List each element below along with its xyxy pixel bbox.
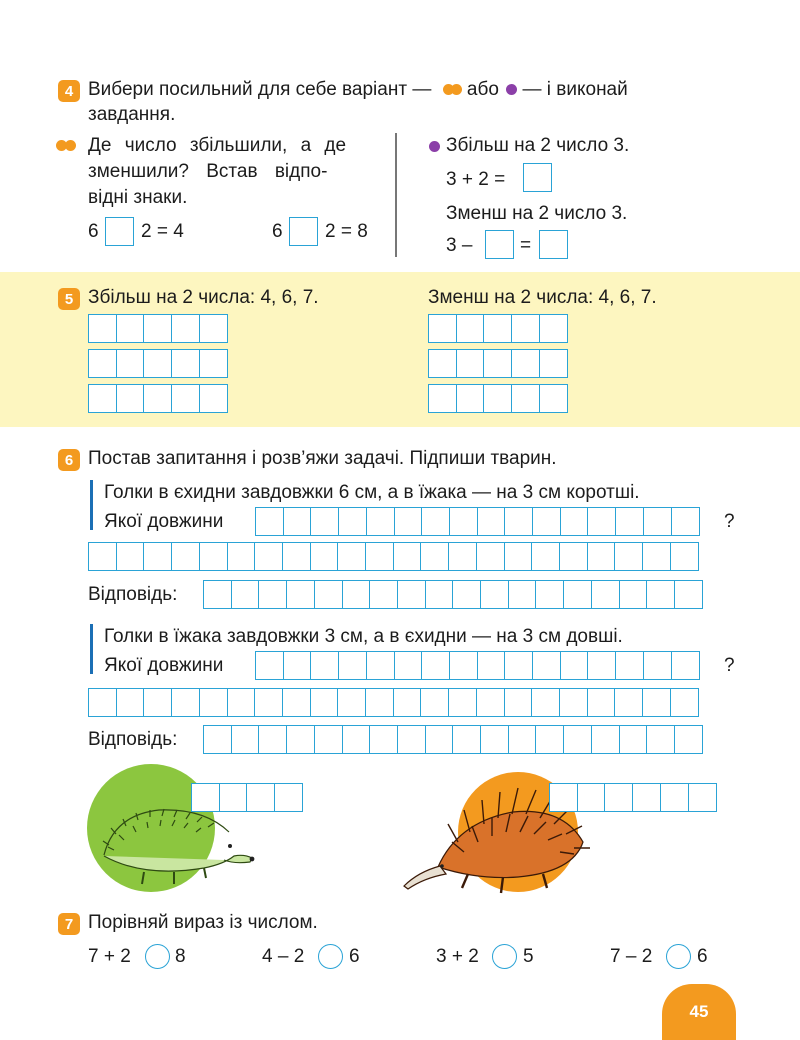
answer-cell[interactable] [231, 725, 260, 754]
answer-cell[interactable] [428, 314, 457, 343]
answer-cell[interactable] [532, 507, 561, 536]
answer-cell[interactable] [456, 384, 485, 413]
answer-cell[interactable] [646, 580, 675, 609]
answer-cell[interactable] [143, 349, 172, 378]
question-mark: ? [724, 511, 735, 532]
answer-cell[interactable] [116, 542, 145, 571]
answer-cell[interactable] [394, 651, 423, 680]
task5-decrease-answer-row[interactable] [428, 314, 568, 343]
equation-text: 3 – [446, 235, 473, 256]
answer-cell[interactable] [539, 349, 568, 378]
answer-cell[interactable] [428, 384, 457, 413]
problem1-text: Голки в єхидни завдовжки 6 см, а в їжака — на 3 см коротші. [104, 482, 640, 503]
answer-cell[interactable] [504, 542, 533, 571]
problem-marker-bar [90, 480, 93, 530]
answer-cell[interactable] [674, 580, 703, 609]
answer-cell[interactable] [246, 783, 275, 812]
column-divider [395, 133, 397, 257]
problem-marker-bar [90, 624, 93, 674]
answer-cell[interactable] [448, 542, 477, 571]
answer-cell[interactable] [560, 507, 589, 536]
answer-cell[interactable] [338, 651, 367, 680]
solution-input-row[interactable] [88, 542, 699, 571]
task5-decrease-answer-row[interactable] [428, 349, 568, 378]
compare-number: 6 [349, 946, 360, 967]
answer-cell[interactable] [365, 542, 394, 571]
answer-cell[interactable] [587, 688, 616, 717]
answer-cell[interactable] [143, 314, 172, 343]
answer-cell[interactable] [199, 349, 228, 378]
task5-increase-answer-row[interactable] [88, 349, 228, 378]
compare-number: 8 [175, 946, 186, 967]
answer-cell[interactable] [563, 580, 592, 609]
answer-input-box[interactable] [485, 230, 514, 259]
answer-cell[interactable] [456, 349, 485, 378]
task-title [88, 78, 628, 102]
compare-circle-input[interactable] [666, 944, 691, 969]
question-input-row[interactable] [255, 651, 700, 680]
answer-cell[interactable] [342, 580, 371, 609]
answer-cell[interactable] [274, 783, 303, 812]
answer-cell[interactable] [143, 542, 172, 571]
answer-cell[interactable] [116, 349, 145, 378]
answer-cell[interactable] [511, 314, 540, 343]
question-mark: ? [724, 655, 735, 676]
hedgehog-label-grid[interactable] [191, 783, 303, 812]
answer-cell[interactable] [531, 542, 560, 571]
task-title-text: Вибери посильний для себе варіант — [88, 79, 432, 100]
answer-cell[interactable] [619, 580, 648, 609]
variant-a-text: відні знаки. [88, 187, 188, 208]
question-prefix: Якої довжини [104, 511, 224, 532]
answer-cell[interactable] [615, 507, 644, 536]
answer-cell[interactable] [539, 384, 568, 413]
equation-left-operand: 6 [88, 221, 99, 242]
answer-cell[interactable] [671, 651, 700, 680]
answer-cell[interactable] [366, 507, 395, 536]
answer-cell[interactable] [559, 542, 588, 571]
answer-cell[interactable] [614, 542, 643, 571]
answer-cell[interactable] [671, 507, 700, 536]
answer-cell[interactable] [283, 507, 312, 536]
task-number-badge: 4 [58, 80, 80, 102]
hedgehog-illustration [84, 760, 264, 900]
answer-cell[interactable] [397, 725, 426, 754]
answer-cell[interactable] [577, 783, 606, 812]
answer-cell[interactable] [171, 349, 200, 378]
question-input-row[interactable] [255, 507, 700, 536]
answer-cell[interactable] [286, 725, 315, 754]
answer-cell[interactable] [587, 507, 616, 536]
answer-cell[interactable] [508, 580, 537, 609]
answer-cell[interactable] [539, 314, 568, 343]
answer-cell[interactable] [456, 314, 485, 343]
answer-cell[interactable] [483, 349, 512, 378]
answer-cell[interactable] [366, 651, 395, 680]
answer-cell[interactable] [504, 688, 533, 717]
answer-cell[interactable] [282, 542, 311, 571]
answer-cell[interactable] [143, 384, 172, 413]
answer-cell[interactable] [425, 580, 454, 609]
task-number-badge: 7 [58, 913, 80, 935]
answer-cell[interactable] [258, 725, 287, 754]
answer-cell[interactable] [532, 651, 561, 680]
answer-cell[interactable] [199, 542, 228, 571]
answer-cell[interactable] [483, 384, 512, 413]
answer-cell[interactable] [670, 542, 699, 571]
answer-cell[interactable] [310, 651, 339, 680]
sign-input-box[interactable] [289, 217, 318, 246]
solution-input-row[interactable] [88, 688, 699, 717]
answer-cell[interactable] [88, 314, 117, 343]
equation-text: 3 + 2 = [446, 169, 506, 190]
answer-cell[interactable] [282, 688, 311, 717]
answer-cell[interactable] [342, 725, 371, 754]
compare-circle-input[interactable] [492, 944, 517, 969]
answer-cell[interactable] [254, 542, 283, 571]
equation-rest: 2 = 8 [325, 221, 368, 242]
answer-cell[interactable] [508, 725, 537, 754]
echidna-label-grid[interactable] [549, 783, 717, 812]
answer-cell[interactable] [314, 580, 343, 609]
answer-cell[interactable] [116, 688, 145, 717]
answer-cell[interactable] [171, 384, 200, 413]
answer-cell[interactable] [511, 349, 540, 378]
one-dot-icon [429, 141, 440, 152]
answer-cell[interactable] [643, 651, 672, 680]
compare-expression: 3 + 2 [436, 946, 479, 967]
variant-a-text: зменшили? Встав відпо- [88, 161, 328, 182]
answer-cell[interactable] [549, 783, 578, 812]
answer-cell[interactable] [393, 542, 422, 571]
answer-input-row[interactable] [203, 725, 703, 754]
answer-cell[interactable] [258, 580, 287, 609]
sign-input-box[interactable] [105, 217, 134, 246]
answer-cell[interactable] [587, 542, 616, 571]
answer-cell[interactable] [480, 725, 509, 754]
task5-increase-answer-row[interactable] [88, 314, 228, 343]
answer-cell[interactable] [199, 384, 228, 413]
answer-cell[interactable] [535, 580, 564, 609]
task-title-line2: завдання. [88, 104, 176, 125]
answer-cell[interactable] [369, 725, 398, 754]
answer-cell[interactable] [203, 580, 232, 609]
problem2-text: Голки в їжака завдовжки 3 см, а в єхидни — на 3 см довші. [104, 626, 623, 647]
variant-a-text: Де число збільшили, а де [88, 135, 347, 156]
answer-cell[interactable] [643, 507, 672, 536]
answer-input-row[interactable] [203, 580, 703, 609]
answer-cell[interactable] [227, 688, 256, 717]
task6-title: Постав запитання і розв’яжи задачі. Підпиши тварин. [88, 448, 557, 469]
answer-cell[interactable] [660, 783, 689, 812]
compare-expression: 4 – 2 [262, 946, 305, 967]
answer-cell[interactable] [688, 783, 717, 812]
answer-cell[interactable] [255, 507, 284, 536]
task-title-text: або [466, 79, 499, 100]
answer-cell[interactable] [560, 651, 589, 680]
task-title-text: — і виконай [522, 79, 628, 100]
compare-circle-input[interactable] [145, 944, 170, 969]
answer-cell[interactable] [116, 384, 145, 413]
answer-cell[interactable] [670, 688, 699, 717]
answer-cell[interactable] [203, 725, 232, 754]
answer-input-box[interactable] [539, 230, 568, 259]
answer-cell[interactable] [337, 688, 366, 717]
answer-cell[interactable] [369, 580, 398, 609]
answer-cell[interactable] [191, 783, 220, 812]
task-number-badge: 5 [58, 288, 80, 310]
answer-cell[interactable] [428, 349, 457, 378]
answer-cell[interactable] [255, 651, 284, 680]
task5-right-title: Зменш на 2 числа: 4, 6, 7. [428, 287, 657, 308]
answer-cell[interactable] [511, 384, 540, 413]
answer-cell[interactable] [420, 542, 449, 571]
one-dot-icon [506, 84, 517, 95]
answer-cell[interactable] [480, 580, 509, 609]
answer-cell[interactable] [587, 651, 616, 680]
answer-cell[interactable] [283, 651, 312, 680]
answer-cell[interactable] [559, 688, 588, 717]
answer-cell[interactable] [314, 725, 343, 754]
answer-cell[interactable] [310, 542, 339, 571]
answer-cell[interactable] [563, 725, 592, 754]
answer-cell[interactable] [425, 725, 454, 754]
answer-label: Відповідь: [88, 584, 178, 605]
task7-title: Порівняй вираз із числом. [88, 912, 318, 933]
answer-cell[interactable] [642, 542, 671, 571]
answer-cell[interactable] [397, 580, 426, 609]
answer-cell[interactable] [310, 688, 339, 717]
task-number-badge: 6 [58, 449, 80, 471]
compare-number: 6 [697, 946, 708, 967]
answer-cell[interactable] [477, 651, 506, 680]
equation-text: = [520, 235, 532, 256]
answer-cell[interactable] [394, 507, 423, 536]
answer-cell[interactable] [365, 688, 394, 717]
answer-cell[interactable] [476, 688, 505, 717]
answer-cell[interactable] [591, 725, 620, 754]
answer-cell[interactable] [310, 507, 339, 536]
answer-cell[interactable] [171, 542, 200, 571]
two-dots-icon [65, 140, 76, 151]
answer-cell[interactable] [674, 725, 703, 754]
answer-cell[interactable] [483, 314, 512, 343]
question-prefix: Якої довжини [104, 655, 224, 676]
answer-cell[interactable] [88, 384, 117, 413]
variant-b-text: Збільш на 2 число 3. [446, 135, 630, 156]
answer-cell[interactable] [199, 314, 228, 343]
answer-cell[interactable] [477, 507, 506, 536]
answer-cell[interactable] [116, 314, 145, 343]
task5-decrease-answer-row[interactable] [428, 384, 568, 413]
answer-cell[interactable] [531, 688, 560, 717]
answer-cell[interactable] [642, 688, 671, 717]
answer-cell[interactable] [604, 783, 633, 812]
compare-expression: 7 – 2 [610, 946, 653, 967]
answer-cell[interactable] [632, 783, 661, 812]
answer-cell[interactable] [420, 688, 449, 717]
compare-number: 5 [523, 946, 534, 967]
answer-cell[interactable] [535, 725, 564, 754]
answer-cell[interactable] [452, 725, 481, 754]
answer-cell[interactable] [286, 580, 315, 609]
answer-cell[interactable] [199, 688, 228, 717]
compare-expression: 7 + 2 [88, 946, 131, 967]
page-number: 45 [662, 984, 736, 1040]
two-dots-icon [451, 84, 462, 95]
task5-increase-answer-row[interactable] [88, 384, 228, 413]
answer-cell[interactable] [449, 507, 478, 536]
answer-cell[interactable] [448, 688, 477, 717]
answer-cell[interactable] [227, 542, 256, 571]
answer-label: Відповідь: [88, 729, 178, 750]
answer-cell[interactable] [88, 349, 117, 378]
answer-cell[interactable] [452, 580, 481, 609]
answer-cell[interactable] [476, 542, 505, 571]
answer-cell[interactable] [219, 783, 248, 812]
equation-rest: 2 = 4 [141, 221, 184, 242]
answer-cell[interactable] [504, 507, 533, 536]
answer-cell[interactable] [646, 725, 675, 754]
answer-cell[interactable] [88, 542, 117, 571]
answer-cell[interactable] [338, 507, 367, 536]
answer-cell[interactable] [88, 688, 117, 717]
answer-cell[interactable] [143, 688, 172, 717]
answer-input-box[interactable] [523, 163, 552, 192]
answer-cell[interactable] [171, 688, 200, 717]
answer-cell[interactable] [614, 688, 643, 717]
answer-cell[interactable] [504, 651, 533, 680]
compare-circle-input[interactable] [318, 944, 343, 969]
answer-cell[interactable] [337, 542, 366, 571]
task5-left-title: Збільш на 2 числа: 4, 6, 7. [88, 287, 319, 308]
equation-left-operand: 6 [272, 221, 283, 242]
answer-cell[interactable] [254, 688, 283, 717]
answer-cell[interactable] [449, 651, 478, 680]
answer-cell[interactable] [171, 314, 200, 343]
answer-cell[interactable] [421, 507, 450, 536]
variant-b-text: Зменш на 2 число 3. [446, 203, 628, 224]
answer-cell[interactable] [615, 651, 644, 680]
answer-cell[interactable] [393, 688, 422, 717]
answer-cell[interactable] [619, 725, 648, 754]
answer-cell[interactable] [421, 651, 450, 680]
answer-cell[interactable] [591, 580, 620, 609]
answer-cell[interactable] [231, 580, 260, 609]
